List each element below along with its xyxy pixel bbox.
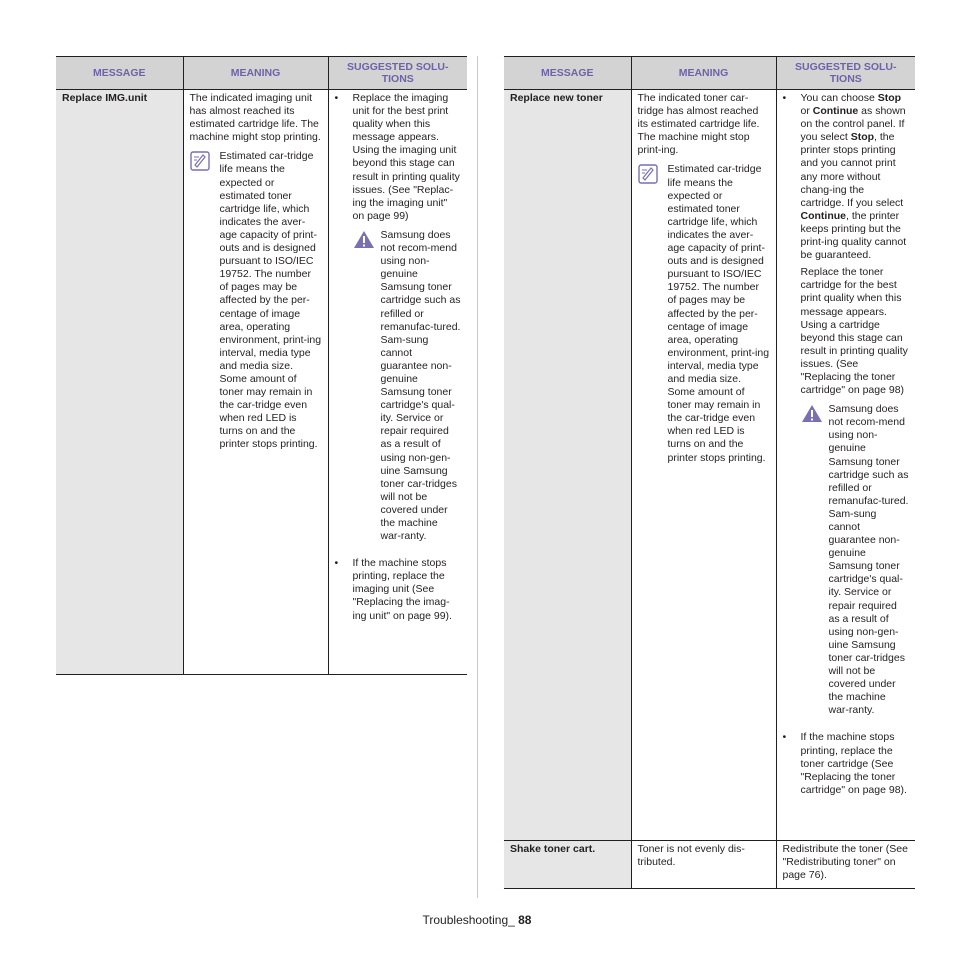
header-solutions: SUGGESTED SOLU- TIONS (328, 57, 467, 90)
list-item: • If the machine stops printing, replace the toner cartridge (See "Replacing the toner cartridge" on page 98). (783, 731, 910, 796)
list-item: • You can choose Stop or Continue as shown on the control panel. If you select Stop, the printer stops printing and you cannot print any more without chang-ing the cartridge. If you select Continue, the printer keeps printing but the print-ing quality cannot be guaranteed. Replace the toner cartridge for the best print quality when this message appears. Using a cartridge beyond this stage can result in printing quality issues. (See "Replacing the toner cartridge" on page 98) Samsung does not recom-mend using non-genuine Samsung toner cartridge such as refilled or remanufac-tured. Sam-sung cannot guarantee non-genuine Samsung toner cartridge's qual-ity. Service or repair required as a result of using non-gen-uine Samsung toner car-tridges will not be covered under the machine war-ranty. (782, 92, 909, 717)
note-icon (190, 151, 212, 451)
header-meaning: MEANING (631, 57, 776, 90)
table-header-row (56, 57, 467, 90)
table-row (504, 90, 915, 841)
column-divider (477, 56, 478, 898)
warning-block (801, 403, 910, 717)
solution-text: Replace the imaging unit for the best print quality when this message appears. Using the imaging unit beyond this stage can result in printing quality issues. (See "Replac-ing the imaging unit" on page 99) (352, 92, 460, 222)
solution-text: If the machine stops printing, replace the imaging unit (See "Replacing the imag-ing unit" on page 99). (352, 557, 452, 622)
list-item: • Replace the imaging unit for the best print quality when this message appears. Using the imaging unit beyond this stage can result in printing quality issues. (See "Replac-ing the imaging unit" on page 99) Samsung does not recom-mend using non-genuine Samsung toner cartridge such as refilled or remanufac-tured. Sam-sung cannot guarantee non-genuine Samsung toner cartridge's qual-ity. Service or repair required as a result of using non-gen-uine Samsung toner car-tridges will not be covered under the machine war-ranty. (334, 92, 461, 543)
header-message: MESSAGE (504, 57, 631, 90)
solution-text: You can choose Stop or Continue as shown on the control panel. If you select Stop, the printer stops printing and you cannot print any more without chang-ing the cartridge. If you select Continue, the printer keeps printing but the print-ing quality cannot be guaranteed. (800, 92, 907, 262)
meaning-text: The indicated toner car-tridge has almost reached its estimated cartridge life. The machine might stop print-ing. (637, 92, 760, 157)
footer-section: Troubleshooting_ (422, 913, 519, 927)
right-column (504, 56, 915, 889)
right-table (504, 56, 915, 889)
left-table (56, 56, 467, 675)
page-footer (0, 914, 954, 927)
message-cell: Replace IMG.unit (56, 90, 183, 675)
warning-icon (353, 230, 375, 543)
warning-icon (801, 404, 823, 717)
message-cell: Shake toner cart. (504, 841, 631, 889)
table-row (504, 841, 915, 889)
note-icon (638, 164, 660, 464)
meaning-cell: Toner is not evenly dis-tributed. (631, 841, 776, 889)
header-meaning: MEANING (183, 57, 328, 90)
warning-text: Samsung does not recom-mend using non-genuine Samsung toner cartridge such as refilled or remanufac-tured. Sam-sung cannot guarantee non-genuine Samsung toner cartridge's qual-ity. Service or repair required as a result of using non-gen-uine Samsung toner car-tridges will not be covered under the machine war-ranty. (380, 228, 461, 543)
solution-cell: Redistribute the toner (See "Redistributing toner" on page 76). (776, 841, 915, 889)
note-block (190, 150, 322, 451)
solution-cell (328, 90, 467, 675)
left-column (56, 56, 467, 675)
note-block (638, 163, 770, 464)
solution-text: If the machine stops printing, replace the toner cartridge (See "Replacing the toner cartridge" on page 98). (800, 731, 907, 796)
meaning-text: The indicated imaging unit has almost reached its estimated cartridge life. The machine might stop printing. (189, 92, 321, 144)
page-number: 88 (518, 913, 532, 927)
note-text: Estimated car-tridge life means the expected or estimated toner cartridge life, which indicates the aver-age capacity of print-outs and is designed pursuant to ISO/IEC 19752. The number of pages may be affected by the per-centage of image area, operating environment, print-ing interval, media type and media size. Some amount of toner may remain in the car-tridge even when red LED is turns on and the printer stops printing. (219, 150, 322, 451)
warning-block (353, 229, 462, 543)
meaning-cell (631, 90, 776, 841)
warning-text: Samsung does not recom-mend using non-genuine Samsung toner cartridge such as refilled or remanufac-tured. Sam-sung cannot guarantee non-genuine Samsung toner cartridge's qual-ity. Service or repair required as a result of using non-gen-uine Samsung toner car-tridges will not be covered under the machine war-ranty. (828, 403, 909, 717)
note-text: Estimated car-tridge life means the expected or estimated toner cartridge life, which indicates the aver-age capacity of print-outs and is designed pursuant to ISO/IEC 19752. The number of pages may be affected by the per-centage of image area, operating environment, print-ing interval, media type and media size. Some amount of toner may remain in the car-tridge even when red LED is turns on and the printer stops printing. (667, 163, 770, 464)
list-item: • If the machine stops printing, replace the imaging unit (See "Replacing the imag-ing unit" on page 99). (335, 557, 462, 622)
table-header-row (504, 57, 915, 90)
solution-cell (776, 90, 915, 841)
message-cell: Replace new toner (504, 90, 631, 841)
solution-text: Replace the toner cartridge for the best print quality when this message appears. Using a cartridge beyond this stage can result in printing quality issues. (See "Replacing the toner cartridge" on page 98) (800, 266, 908, 397)
header-message: MESSAGE (56, 57, 183, 90)
header-solutions: SUGGESTED SOLU- TIONS (776, 57, 915, 90)
meaning-cell (183, 90, 328, 675)
table-row (56, 90, 467, 675)
